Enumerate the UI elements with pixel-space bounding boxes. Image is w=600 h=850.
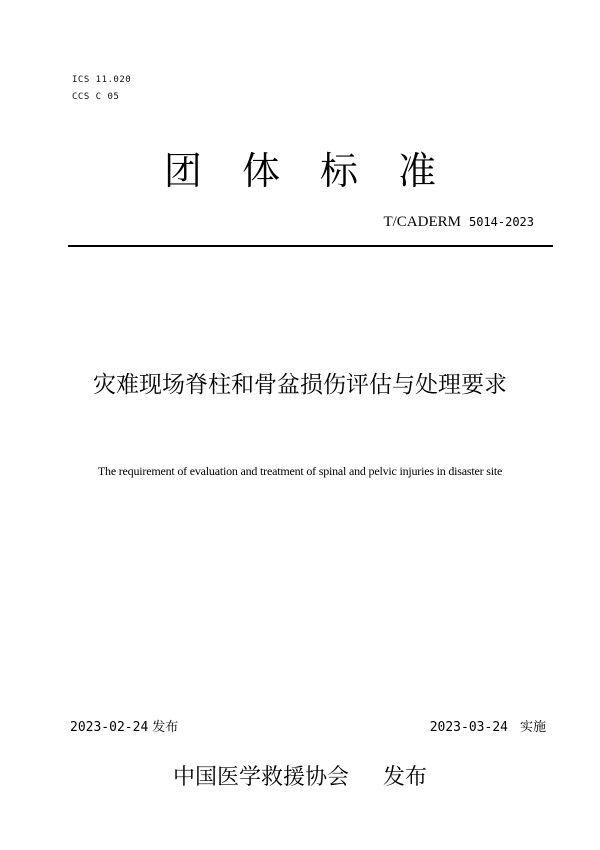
release-label: 发布	[152, 720, 179, 735]
implement-date: 2023-03-24	[429, 720, 508, 735]
release-date-line	[70, 716, 178, 735]
standard-serial: 5014-2023	[468, 215, 534, 229]
standard-code: T/CADERM	[383, 214, 461, 230]
header-divider	[68, 245, 553, 247]
implement-date-line	[430, 716, 546, 735]
ccs-code: CCS C 05	[72, 92, 120, 102]
chinese-title: 灾难现场脊柱和骨盆损伤评估与处理要求	[93, 372, 507, 398]
publisher-action: 发布	[383, 765, 428, 790]
classification-codes	[72, 72, 131, 106]
implement-label: 实施	[519, 720, 546, 735]
standard-number	[383, 214, 534, 231]
ics-code: ICS 11.020	[72, 75, 132, 85]
document-type-title: 团 体 标 准	[163, 149, 451, 193]
english-title: The requirement of evaluation and treatment of spinal and pelvic injuries in disaster site	[97, 464, 503, 478]
publisher-line	[0, 760, 600, 791]
publisher-name: 中国医学救援协会	[172, 765, 349, 790]
release-date: 2023-02-24	[70, 720, 149, 735]
